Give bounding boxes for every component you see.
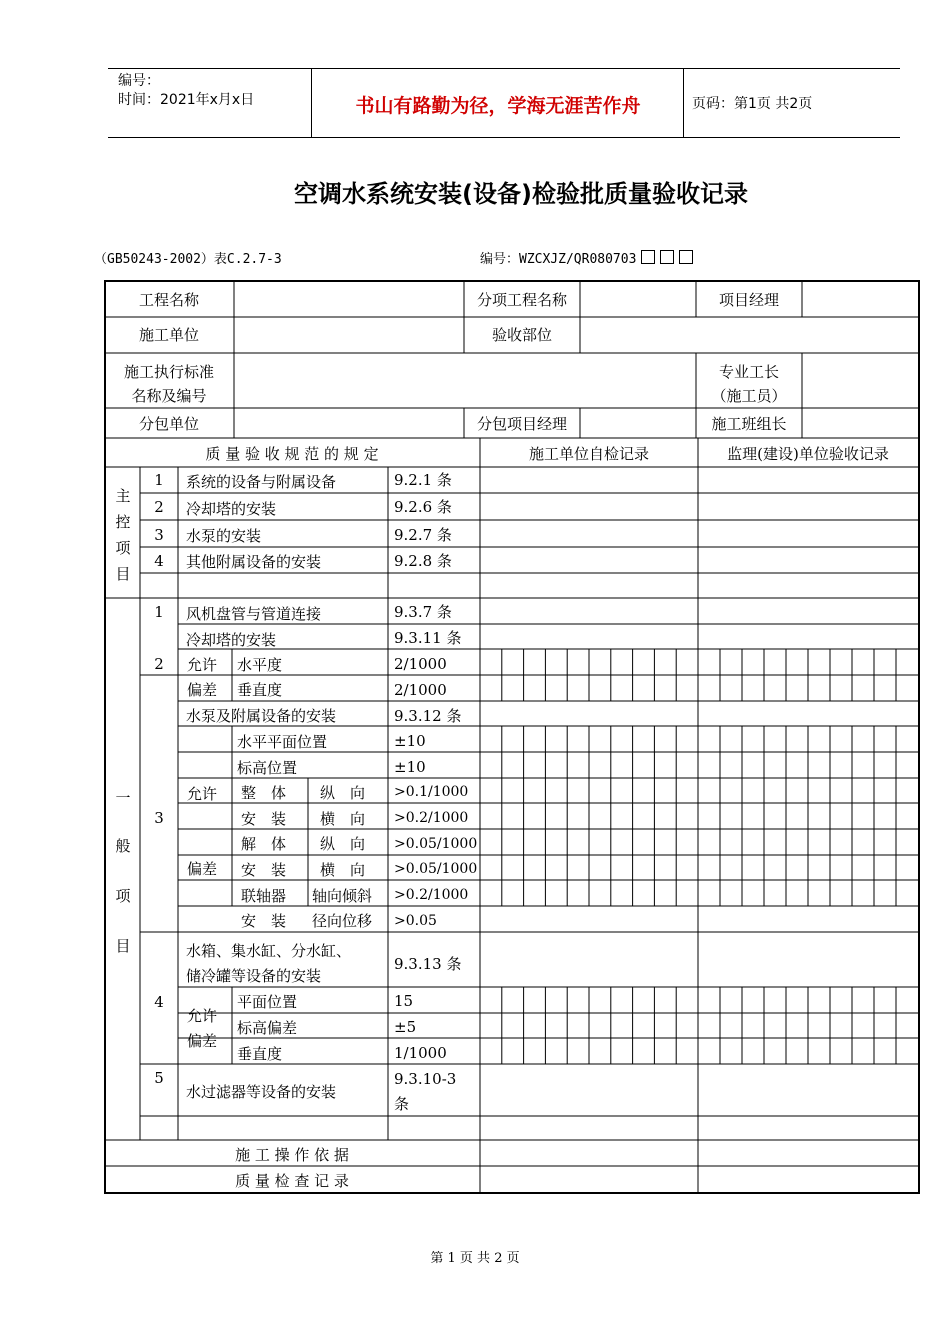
general-label-char: 项	[115, 887, 131, 905]
spec-header: 质 量 验 收 规 范 的 规 定	[205, 445, 379, 463]
project-name-label: 工程名称	[138, 291, 199, 309]
operation-basis-label: 施 工 操 作 依 据	[235, 1146, 349, 1164]
item-no: 4	[154, 552, 164, 570]
tolerance-name: 平面位置	[237, 993, 298, 1011]
page-label: 页码：第1页 共2页	[692, 96, 813, 112]
allow-label: 允许	[187, 656, 218, 674]
deviation-label: 偏差	[187, 860, 218, 878]
header-meta	[118, 72, 254, 110]
tolerance-group: 联轴器	[241, 887, 287, 905]
page-title: 空调水系统安装(设备)检验批质量验收记录	[294, 180, 748, 208]
tolerance-value: ±5	[394, 1018, 417, 1036]
direction-label: 径向位移	[312, 912, 373, 930]
code-box[interactable]	[641, 250, 655, 264]
direction-label: 轴向倾斜	[312, 887, 373, 905]
sub-project-label: 分项工程名称	[476, 291, 567, 309]
item-name: 储冷罐等设备的安装	[186, 967, 322, 985]
item-name: 系统的设备与附属设备	[186, 473, 337, 491]
item-no: 1	[154, 471, 164, 489]
tolerance-value: 15	[394, 992, 414, 1010]
general-label-char: 一	[115, 789, 131, 807]
tolerance-value: ±10	[394, 758, 426, 776]
allow-label: 允许	[187, 785, 218, 803]
direction-label: 纵 向	[320, 835, 366, 853]
tolerance-value: >0.1/1000	[394, 784, 469, 800]
item-name: 冷却塔的安装	[186, 500, 277, 518]
self-check-header: 施工单位自检记录	[528, 445, 649, 463]
standard-name-label-1: 施工执行标准	[123, 363, 214, 381]
general-label-char: 目	[115, 937, 131, 955]
tolerance-name: 水平度	[237, 656, 283, 674]
main-control-label-char: 控	[115, 513, 131, 531]
tolerance-group: 安 装	[241, 861, 287, 879]
number-label: 编号：	[118, 73, 160, 89]
item-name: 水泵及附属设备的安装	[186, 707, 337, 725]
direction-label: 横 向	[320, 861, 366, 879]
item-name: 水箱、集水缸、分水缸、	[186, 942, 352, 960]
item-name: 冷却塔的安装	[186, 631, 277, 649]
item-no: 1	[154, 603, 164, 621]
item-no: 4	[154, 993, 164, 1011]
main-control-label-char: 目	[115, 565, 131, 583]
tolerance-name: 水平平面位置	[237, 733, 328, 751]
tolerance-name: 垂直度	[237, 681, 283, 699]
foreman-label-1: 专业工长	[718, 363, 779, 381]
construction-unit-label: 施工单位	[138, 326, 199, 344]
main-control-label-char: 主	[115, 487, 131, 505]
item-no: 3	[154, 526, 164, 544]
item-no: 2	[154, 498, 164, 516]
tolerance-value: >0.2/1000	[394, 887, 469, 903]
motto: 书山有路勤为径，学海无涯苦作舟	[355, 95, 641, 117]
tolerance-name: 标高位置	[237, 759, 298, 777]
tolerance-value: 2/1000	[394, 655, 447, 673]
standard-code: （GB50243-2002）表C.2.7-3	[94, 252, 282, 267]
direction-label: 纵 向	[320, 784, 366, 802]
main-control-label-char: 项	[115, 539, 131, 557]
item-name: 其他附属设备的安装	[186, 553, 322, 571]
acceptance-table	[104, 280, 920, 1194]
deviation-label: 偏差	[187, 681, 218, 699]
item-clause: 9.3.11 条	[394, 629, 462, 647]
item-clause: 9.2.8 条	[394, 552, 452, 570]
sub-manager-label: 分包项目经理	[476, 415, 567, 433]
item-clause: 9.3.10-3	[394, 1070, 457, 1088]
general-label-char: 般	[115, 837, 131, 855]
form-code-text: 编号：WZCXJZ/QR080703	[480, 252, 637, 267]
standard-name-label-2: 名称及编号	[131, 387, 207, 405]
acceptance-part-label: 验收部位	[491, 326, 552, 344]
item-name: 水泵的安装	[186, 527, 262, 545]
tolerance-group: 整 体	[241, 784, 287, 802]
page-footer: 第 1 页 共 2 页	[430, 1251, 520, 1266]
deviation-label: 偏差	[187, 1032, 218, 1050]
tolerance-group: 安 装	[241, 810, 287, 828]
code-box[interactable]	[660, 250, 674, 264]
tolerance-value: >0.05/1000	[394, 861, 478, 877]
item-clause: 9.3.12 条	[394, 707, 462, 725]
direction-label: 横 向	[320, 810, 366, 828]
form-code	[480, 248, 693, 267]
tolerance-group: 安 装	[241, 912, 287, 930]
item-no: 3	[154, 809, 164, 827]
tolerance-value: >0.2/1000	[394, 810, 469, 826]
foreman-label-2: （施工员）	[711, 387, 787, 405]
item-clause: 9.2.7 条	[394, 526, 452, 544]
tolerance-value: ±10	[394, 732, 426, 750]
code-box[interactable]	[679, 250, 693, 264]
tolerance-name: 垂直度	[237, 1045, 283, 1063]
tolerance-value: >0.05/1000	[394, 836, 478, 852]
time-label: 时间：2021年x月x日	[118, 92, 255, 108]
item-clause: 9.2.6 条	[394, 498, 452, 516]
tolerance-group: 解 体	[241, 835, 287, 853]
tolerance-value: 1/1000	[394, 1044, 447, 1062]
item-clause: 9.3.13 条	[394, 955, 462, 973]
item-name: 风机盘管与管道连接	[186, 605, 322, 623]
item-clause: 9.3.7 条	[394, 603, 452, 621]
team-leader-label: 施工班组长	[711, 415, 787, 433]
subcontractor-label: 分包单位	[138, 415, 199, 433]
item-name: 水过滤器等设备的安装	[186, 1083, 337, 1101]
supervision-header: 监理(建设)单位验收记录	[727, 445, 889, 463]
item-clause: 9.2.1 条	[394, 471, 452, 489]
item-no: 2	[154, 655, 164, 673]
tolerance-name: 标高偏差	[237, 1019, 298, 1037]
quality-record-label: 质 量 检 查 记 录	[235, 1172, 349, 1190]
item-clause: 条	[394, 1095, 410, 1113]
tolerance-value: 2/1000	[394, 681, 447, 699]
allow-label: 允许	[187, 1007, 218, 1025]
item-no: 5	[154, 1069, 164, 1087]
page-header	[108, 68, 900, 138]
project-manager-label: 项目经理	[718, 291, 779, 309]
tolerance-value: >0.05	[394, 913, 437, 929]
